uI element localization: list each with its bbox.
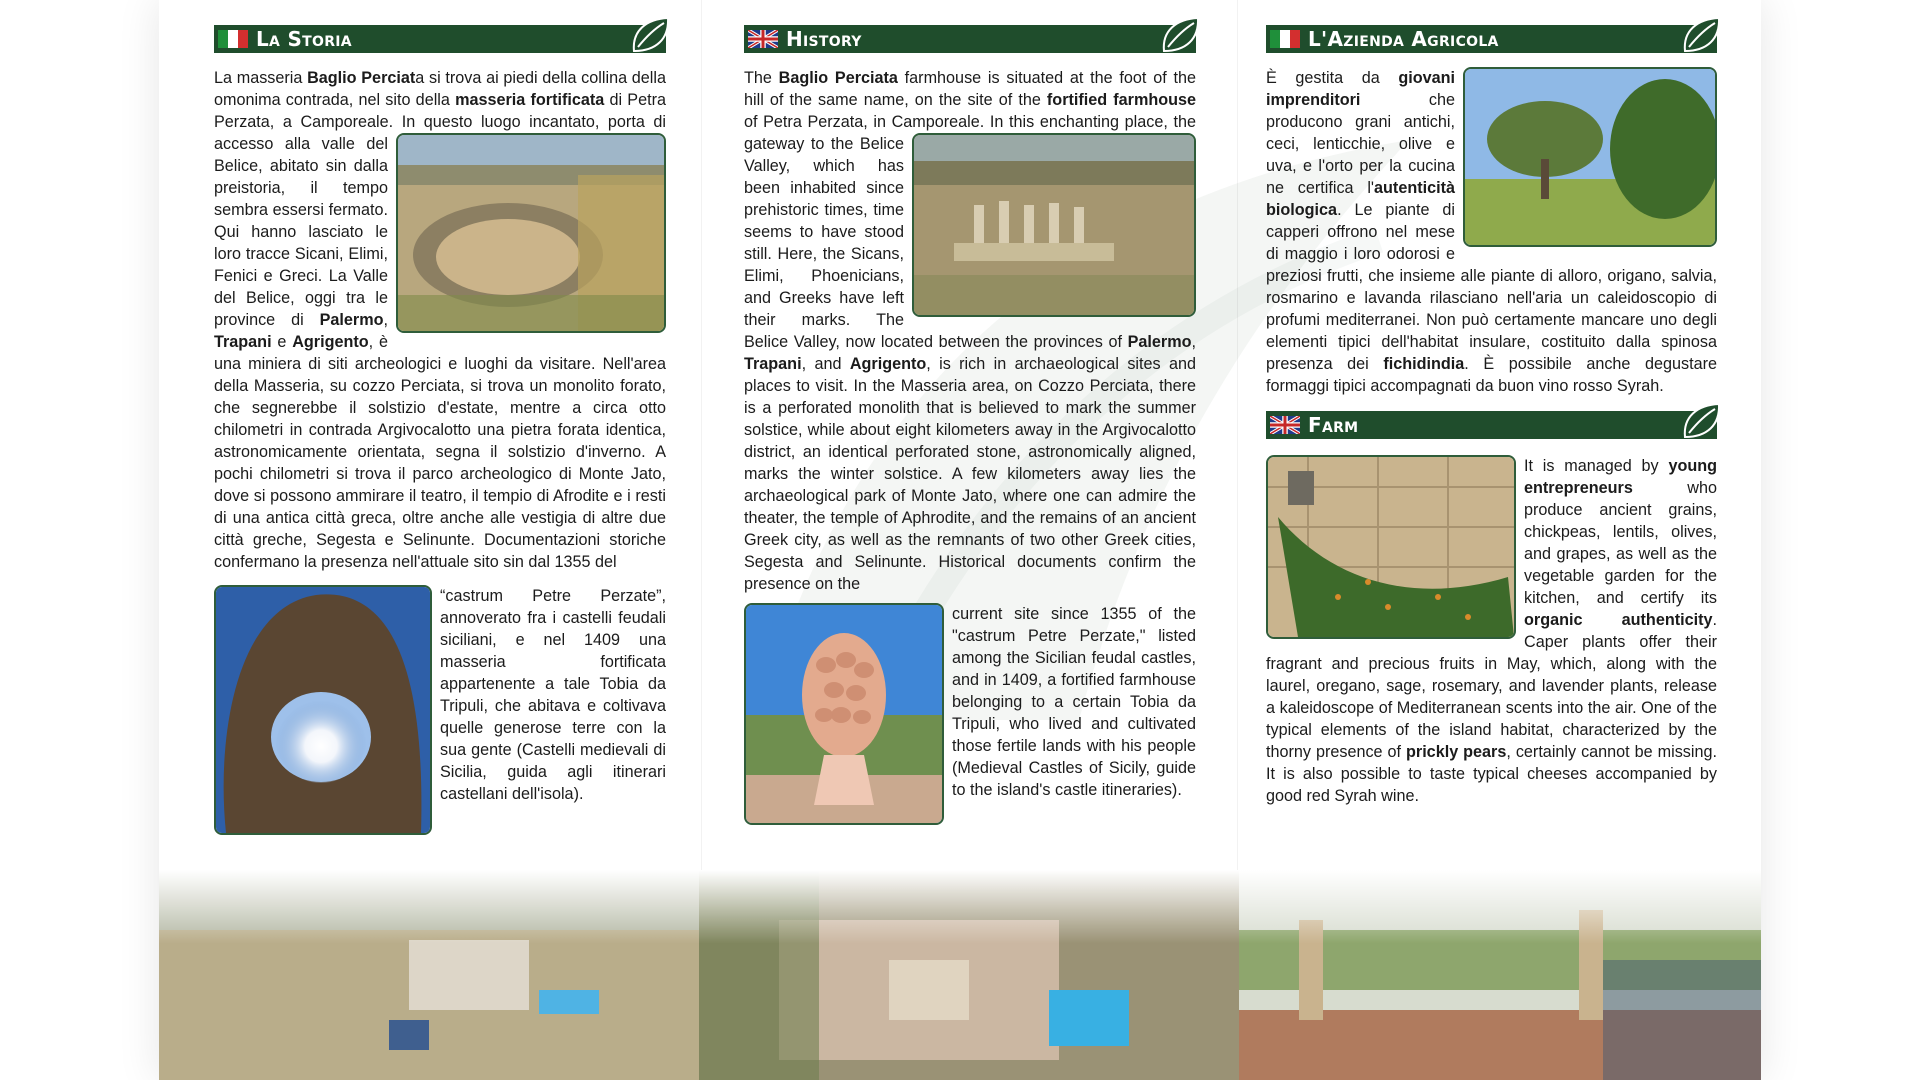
- text-segment: The: [744, 69, 779, 87]
- bold-text-segment: fichidindia: [1383, 355, 1465, 373]
- bold-text-segment: Baglio Perciata: [778, 69, 898, 87]
- bold-text-segment: Palermo: [319, 311, 384, 329]
- text-segment: It is managed by: [1524, 457, 1669, 475]
- photo-archaeological-ruins: [912, 133, 1196, 317]
- bold-text-segment: organic authenticity: [1524, 611, 1713, 629]
- leaf-icon: [1158, 15, 1202, 55]
- bold-text-segment: fortified farmhouse: [1046, 91, 1197, 109]
- photo-ancient-theater: [396, 133, 666, 333]
- text-segment: e: [271, 333, 293, 351]
- photo-caper-plant-wall: [1266, 455, 1516, 639]
- leaf-icon: [1679, 15, 1723, 55]
- text-segment: farmhouse is situated at the foot of the hill of the same name, on the site of the: [744, 69, 1196, 109]
- photo-olive-grove: [1463, 67, 1717, 247]
- section-title: History: [786, 27, 862, 51]
- column-history: [744, 25, 1196, 829]
- section-header-history: [744, 25, 1196, 53]
- text-segment: . Le piante di capperi offrono nel mese di maggio i loro odorosi e preziosi frutti, che insieme alle piante di alloro, origano, salvia, rosmarino e lavanda rilasciano nell'aria un caleidoscopio di profumi mediterranei. Non può certamente mancare uno degli elementi tipici dell'habitat insulare, costituito dalla spinosa presenza dei: [1266, 201, 1717, 373]
- bold-text-segment: Baglio Perciat: [307, 69, 416, 87]
- text-segment: “castrum Petre Perzate”, annoverato fra i castelli feudali siciliani, e nel 1409 una masseria fortificata appartenente a tale Tobia da Tripuli, che abitava e coltivava quelle generose terre con la sua gente (Castelli medievali di Sicilia, guida agli itinerari castellani dell'isola).: [440, 587, 666, 803]
- photo-ceramic-pinecone: [744, 603, 944, 825]
- text-segment: a si trova ai piedi della collina della omonima contrada, nel sito della: [214, 69, 666, 109]
- bold-text-segment: Agrigento: [292, 333, 369, 351]
- panel-fold-2: [1237, 0, 1238, 880]
- italy-flag-icon: [218, 30, 248, 48]
- column-la-storia: [214, 25, 666, 839]
- photo-perforated-monolith: [214, 585, 432, 835]
- section-title: La Storia: [256, 27, 352, 51]
- section-title: L'Azienda Agricola: [1308, 27, 1499, 51]
- text-segment: ,: [1191, 333, 1196, 351]
- text-segment: , is rich in archaeological sites and places to visit. In the Masseria area, on Cozzo Perciata, there is a perforated monolith that is believed to mark the summer solstice, while about eight kilometers away in the Argivocalotto district, an identical perforated stone, astronomically aligned, marks the winter solstice. A few kilometers away lies the archaeological park of Monte Jato, where one can admire the theater, the temple of Aphrodite, and the remains of an ancient Greek city, as well as the remnants of two other Greek cities, Segesta and Selinunte. Historical documents confirm the presence on the: [744, 355, 1196, 593]
- bold-text-segment: young entrepreneurs: [1524, 457, 1717, 497]
- uk-flag-icon: [1270, 416, 1300, 434]
- text-segment: who produce ancient grains, chickpeas, lentils, olives, and grapes, as well as the vegetable garden for the kitchen, and certify its: [1524, 479, 1717, 607]
- bold-text-segment: prickly pears: [1406, 743, 1507, 761]
- bold-text-segment: Trapani: [744, 355, 802, 373]
- bottom-photo-strip: [159, 870, 1761, 1080]
- text-segment: current site since 1355 of the "castrum Petre Perzate," listed among the Sicilian feudal castles, and in 1409, a fortified farmhouse belonging to a certain Tobia da Tripuli, who lived and cultivated those fertile lands with his people (Medieval Castles of Sicily, guide to the island's castle itineraries).: [952, 605, 1196, 799]
- text-segment: di Petra Perzata, a Camporeale. In questo luogo incantato, porta di accesso alla valle del Belice, abitato sin dalla preistoria, il tempo sembra essersi fermato. Qui hanno lasciato le loro tracce Sicani, Elimi, Fenici e Greci. La Valle del Belice, oggi tra le province di: [214, 91, 666, 329]
- brochure-spread: [159, 0, 1761, 1080]
- text-segment: . Caper plants offer their fragrant and precious fruits in May, which, along with the laurel, oregano, sage, rosemary, and lavender plants, release a kaleidoscope of Mediterranean scents into the air. One of the typical elements of the island habitat, characterized by the thorny presence of: [1266, 611, 1717, 761]
- italy-flag-icon: [1270, 30, 1300, 48]
- text-segment: che producono grani antichi, ceci, lenticchie, olive e uva, e l'orto per la cucina ne certifica l': [1266, 91, 1455, 197]
- uk-flag-icon: [748, 30, 778, 48]
- text-segment: of Petra Perzata, in Camporeale. In this enchanting place, the gateway to the Belice Valley, which has been inhabited since prehistoric times, time seems to have stood still. Here, the Sicans, Elimi, Phoenicians, and Greeks have left their marks. The Belice Valley, now located between the provinces of: [744, 113, 1196, 351]
- section-header-azienda-agricola: [1266, 25, 1717, 53]
- text-segment: . È possibile anche degustare formaggi tipici accompagnati da buon vino rosso Syrah.: [1266, 355, 1717, 395]
- text-segment: , certainly cannot be missing. It is also possible to taste typical cheeses accompanied by good red Syrah wine.: [1266, 743, 1717, 805]
- bold-text-segment: giovani imprenditori: [1266, 69, 1455, 109]
- panel-fold-1: [701, 0, 702, 880]
- bold-text-segment: Agrigento: [849, 355, 927, 373]
- bold-text-segment: Trapani: [214, 333, 272, 351]
- text-segment: ,: [383, 311, 388, 329]
- bold-text-segment: masseria fortificata: [455, 91, 605, 109]
- text-segment: La masseria: [214, 69, 308, 87]
- leaf-icon: [628, 15, 672, 55]
- leaf-icon: [1679, 401, 1723, 441]
- text-segment: , è una miniera di siti archeologici e luoghi da visitare. Nell'area della Masseria, su cozzo Perciata, si trova un monolito forato, che segnerebbe il solstizio d'estate, mentre a circa otto chilometri in contrada Argivocalotto una pietra forata identica, astronomicamente orientata, segna il solstizio d'inverno. A pochi chilometri si trova il parco archeologico di Monte Jato, dove si possono ammirare il teatro, il tempio di Afrodite e i resti di una antica città greca, oltre anche alle vestigia di altre due città greche, Segesta e Selinunte. Documentazioni storiche confermano la presenza nell'attuale sito sin dal 1355 del: [214, 333, 666, 571]
- section-title: Farm: [1308, 413, 1359, 437]
- text-segment: , and: [801, 355, 850, 373]
- text-segment: È gestita da: [1266, 69, 1399, 87]
- bold-text-segment: Palermo: [1127, 333, 1192, 351]
- section-header-la-storia: [214, 25, 666, 53]
- bold-text-segment: autenticità biologica: [1266, 179, 1455, 219]
- section-header-farm: [1266, 411, 1717, 439]
- column-azienda-agricola: [1266, 25, 1717, 807]
